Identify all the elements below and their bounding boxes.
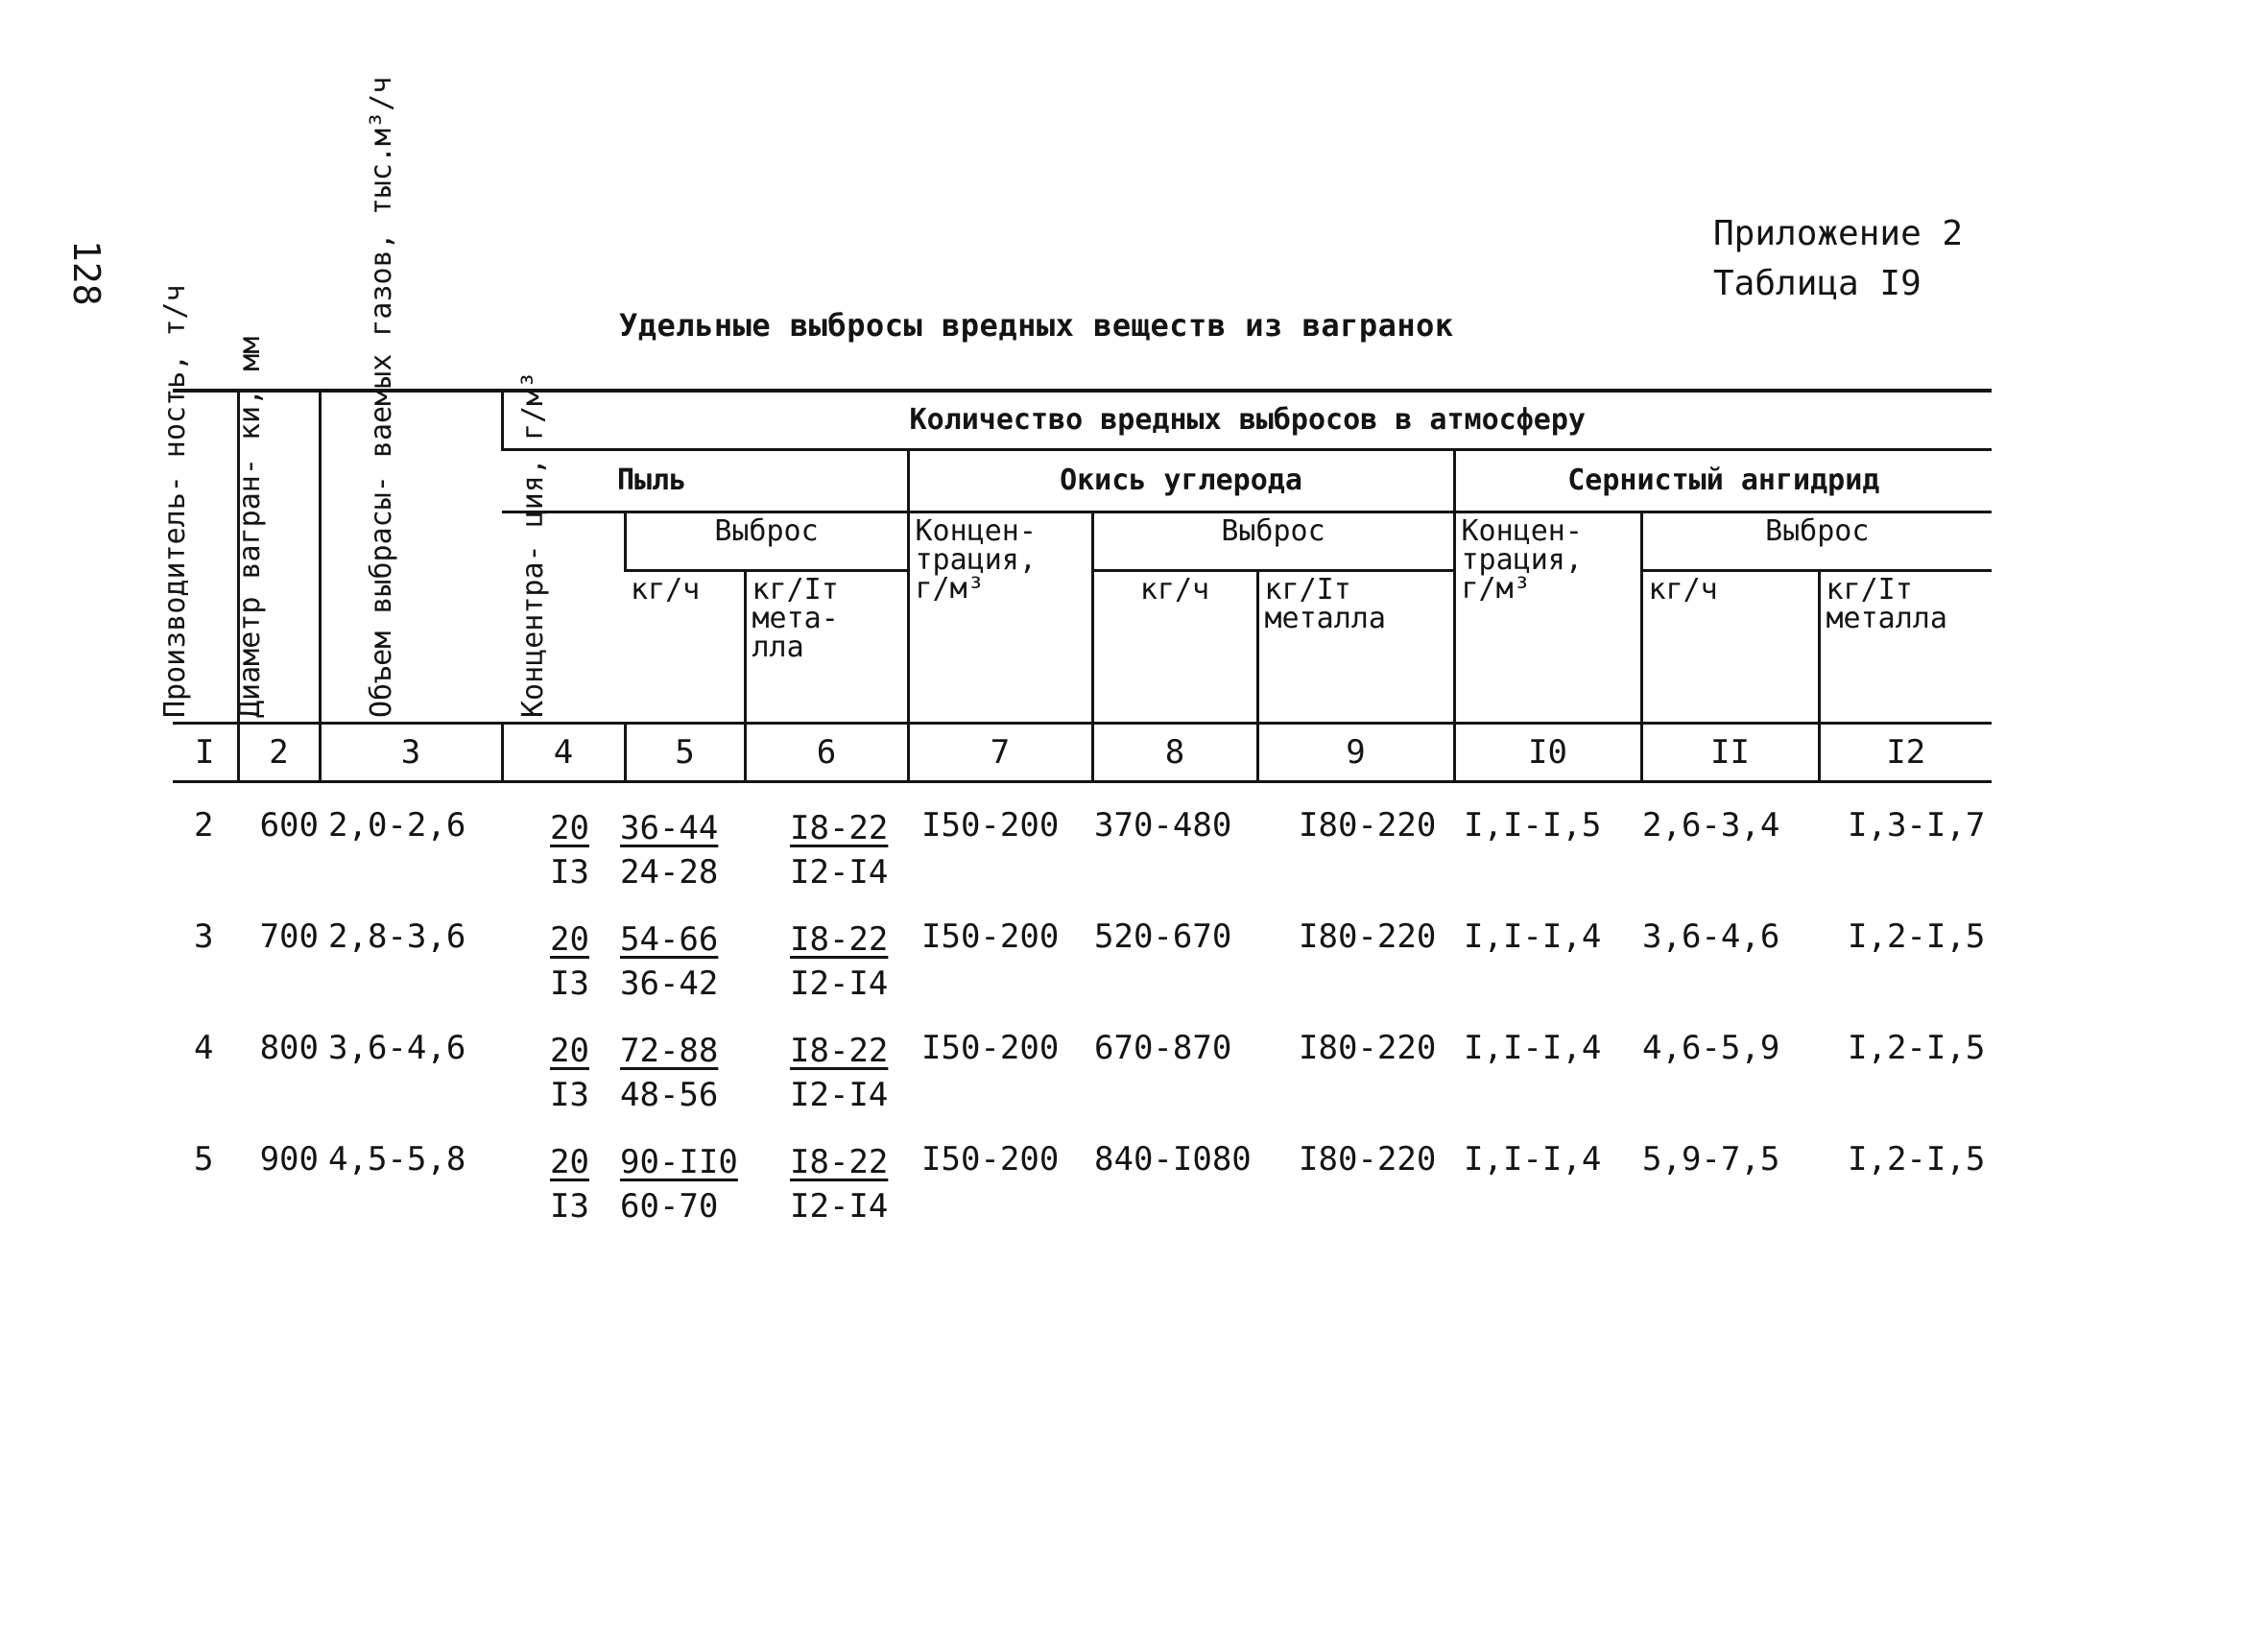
header-so2-emission: Выброс (1641, 512, 1992, 571)
cell-dust-kg-per-hour: 36-44 24-28 (620, 809, 719, 892)
column-number: 8 (1092, 724, 1257, 782)
cell-dust-concentration: 20 I3 (550, 809, 589, 892)
cell-gas-volume: 2,0-2,6 (328, 806, 466, 845)
cell-productivity: 4 (194, 1029, 214, 1067)
cell-dust-concentration: 20 I3 (550, 920, 589, 1003)
column-number: I0 (1454, 724, 1641, 782)
cell-so2-concentration: I,I-I,4 (1464, 1029, 1602, 1067)
cell-dust-kg-per-ton: I8-22 I2-I4 (790, 809, 889, 892)
column-number: 6 (745, 724, 908, 782)
cell-co-concentration: I50-200 (921, 806, 1060, 845)
cell-co-kg-per-hour: 670-870 (1094, 1029, 1232, 1067)
table-row (173, 806, 1992, 917)
header-group-dust: Пыль (502, 450, 908, 512)
cell-gas-volume: 4,5-5,8 (328, 1140, 466, 1179)
page-number: 128 (65, 240, 107, 306)
appendix-label (1713, 209, 1963, 309)
cell-co-kg-per-ton: I80-220 (1299, 1029, 1437, 1067)
header-co-kg-per-ton: кг/Iт металла (1257, 571, 1454, 724)
header-dust-kg-per-hour: кг/ч (625, 571, 745, 724)
cell-dust-kg-per-ton: I8-22 I2-I4 (790, 1032, 889, 1114)
column-number: I2 (1819, 724, 1992, 782)
table-row (173, 1140, 1992, 1251)
cell-co-kg-per-ton: I80-220 (1299, 1140, 1437, 1179)
header-dust-kg-per-ton: кг/Iт мета- лла (745, 571, 908, 724)
cell-so2-kg-per-hour: 3,6-4,6 (1642, 917, 1780, 956)
appendix-line: Приложение 2 (1713, 214, 1964, 253)
column-number: 4 (502, 724, 625, 782)
column-number: I (173, 724, 238, 782)
header-group-so2: Сернистый ангидрид (1454, 450, 1992, 512)
cell-so2-concentration: I,I-I,4 (1464, 917, 1602, 956)
cell-dust-concentration: 20 I3 (550, 1143, 589, 1226)
cell-dust-kg-per-ton: I8-22 I2-I4 (790, 1143, 889, 1226)
header-co-concentration: Концен- трация, г/м³ (908, 512, 1092, 724)
header-gas-volume: Объем выбрасы- ваемых газов, тыс.м³/ч (320, 391, 502, 724)
cell-co-concentration: I50-200 (921, 1029, 1060, 1067)
table-number: Таблица I9 (1713, 264, 1922, 303)
column-number: 3 (320, 724, 502, 782)
header-productivity: Производитель- ность, т/ч (173, 391, 238, 724)
cell-co-kg-per-ton: I80-220 (1299, 917, 1437, 956)
header-group-co: Окись углерода (908, 450, 1454, 512)
cell-productivity: 2 (194, 806, 214, 845)
header-so2-kg-per-hour: кг/ч (1641, 571, 1819, 724)
cell-so2-kg-per-hour: 4,6-5,9 (1642, 1029, 1780, 1067)
cell-dust-kg-per-ton: I8-22 I2-I4 (790, 920, 889, 1003)
header-so2-concentration: Концен- трация, г/м³ (1454, 512, 1641, 724)
cell-co-concentration: I50-200 (921, 917, 1060, 956)
column-number: 9 (1257, 724, 1454, 782)
cell-diameter: 800 (259, 1029, 319, 1067)
cell-diameter: 600 (259, 806, 319, 845)
cell-so2-kg-per-ton: I,3-I,7 (1848, 806, 1986, 845)
cell-productivity: 5 (194, 1140, 214, 1179)
cell-diameter: 900 (259, 1140, 319, 1179)
cell-so2-kg-per-ton: I,2-I,5 (1848, 1029, 1986, 1067)
cell-so2-concentration: I,I-I,5 (1464, 806, 1602, 845)
header-co-kg-per-hour: кг/ч (1092, 571, 1257, 724)
column-number: 5 (625, 724, 745, 782)
header-diameter: Диаметр вагран- ки, мм (238, 391, 320, 724)
header-dust-concentration: Концентра- ция, г/м³ (502, 512, 625, 724)
header-group-emissions: Количество вредных выбросов в атмосферу (502, 391, 1992, 450)
page-title: Удельные выбросы вредных веществ из вагранок (619, 307, 1454, 344)
cell-gas-volume: 2,8-3,6 (328, 917, 466, 956)
cell-so2-kg-per-ton: I,2-I,5 (1848, 917, 1986, 956)
cell-co-concentration: I50-200 (921, 1140, 1060, 1179)
cell-so2-concentration: I,I-I,4 (1464, 1140, 1602, 1179)
cell-co-kg-per-hour: 520-670 (1094, 917, 1232, 956)
cell-diameter: 700 (259, 917, 319, 956)
cell-dust-kg-per-hour: 54-66 36-42 (620, 920, 719, 1003)
column-number: 2 (238, 724, 320, 782)
cell-so2-kg-per-ton: I,2-I,5 (1848, 1140, 1986, 1179)
cell-so2-kg-per-hour: 5,9-7,5 (1642, 1140, 1780, 1179)
cell-co-kg-per-hour: 840-I080 (1094, 1140, 1252, 1179)
table-row (173, 917, 1992, 1029)
header-so2-kg-per-ton: кг/Iт металла (1819, 571, 1992, 724)
cell-productivity: 3 (194, 917, 214, 956)
column-number: II (1641, 724, 1819, 782)
cell-dust-kg-per-hour: 72-88 48-56 (620, 1032, 719, 1114)
table-body (173, 806, 1992, 1251)
cell-dust-concentration: 20 I3 (550, 1032, 589, 1114)
header-co-emission: Выброс (1092, 512, 1454, 571)
cell-dust-kg-per-hour: 90-II0 60-70 (620, 1143, 738, 1226)
cell-gas-volume: 3,6-4,6 (328, 1029, 466, 1067)
table-row (173, 1029, 1992, 1140)
cell-co-kg-per-ton: I80-220 (1299, 806, 1437, 845)
cell-so2-kg-per-hour: 2,6-3,4 (1642, 806, 1780, 845)
column-number: 7 (908, 724, 1092, 782)
cell-co-kg-per-hour: 370-480 (1094, 806, 1232, 845)
header-dust-emission: Выброс (625, 512, 908, 571)
